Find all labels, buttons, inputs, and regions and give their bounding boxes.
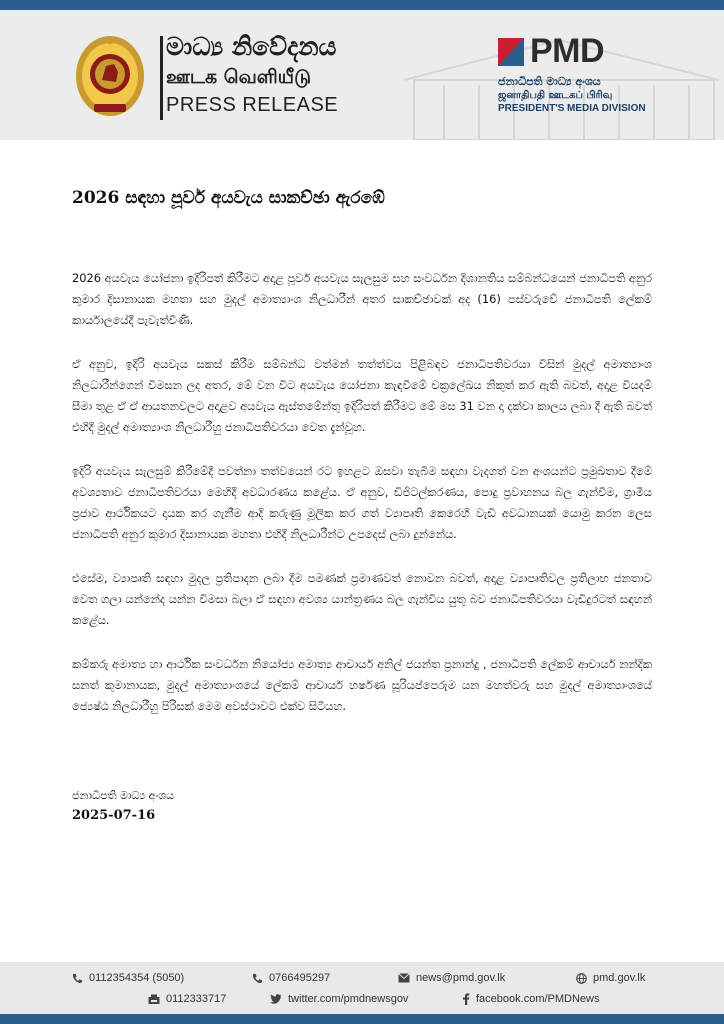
pmd-logo-text: PMD (530, 32, 605, 70)
globe-icon (576, 973, 587, 984)
header-divider (160, 36, 163, 120)
article-body (72, 268, 652, 740)
twitter-icon (270, 994, 282, 1004)
pmd-subtitle-sinhala: ජනාධිපති මාධ්‍ය අංශය (498, 75, 601, 88)
title-block (166, 32, 338, 118)
facebook-icon (462, 993, 470, 1005)
footer-phone-2-text: 0766495297 (269, 972, 331, 984)
contact-footer (0, 962, 724, 1014)
bottom-color-strip (0, 1014, 724, 1024)
sri-lanka-emblem-icon (72, 32, 148, 120)
title-tamil: ஊடக வெளியீடு (166, 66, 312, 88)
signoff (72, 786, 372, 826)
footer-website[interactable] (576, 972, 645, 984)
phone-icon (252, 973, 263, 984)
footer-email-text: news@pmd.gov.lk (416, 972, 506, 984)
footer-facebook-text: facebook.com/PMDNews (476, 993, 600, 1005)
footer-email[interactable] (398, 972, 505, 984)
footer-fax (148, 993, 226, 1005)
title-english: PRESS RELEASE (166, 94, 339, 116)
article-paragraph: 2026 අයවැය යෝජනා ඉදිරිපත් කිරීමට අදාළ පූර්ව අයවැය සැලසුම සහ සංවර්ධන දිශානතිය සම්බන්ධයෙන් ජනාධිපති අනුර කුමාර දිසානායක මහතා සහ මුදල් අමාත්‍යාංශ නිලධාරීන් අතර සාකච්ඡාවක් අද (16) පස්වරුවේ ජනාධිපති ලේකම් කාර්යාලයේදී පැවැත්විණි. (72, 271, 652, 327)
footer-twitter-text: twitter.com/pmdnewsgov (288, 993, 409, 1005)
article-heading: 2026 සඳහා පූර්ව අයවැය සාකච්ඡා ඇරඹේ (72, 188, 385, 208)
footer-phone-1[interactable] (72, 972, 184, 984)
signoff-department: ජනාධිපති මාධ්‍ය අංශය (72, 789, 175, 802)
pmd-logo-block (498, 32, 698, 114)
article-paragraph: ඒ අනුව, ඉදිරි අයවැය සකස් කිරීම සම්බන්ධ වත්මන් තත්ත්වය පිළිබඳව ජනාධිපතිවරයා විසින් මුදල් අමාත්‍යාංශ නිලධාරීන්ගෙන් විමසන ලද අතර, මේ වන විට අයවැය යෝජනා කැඳවීමේ චක්‍රලේඛය නිකුත් කර ඇති බවත්, අදාළ වියදම් සීමා තුළ ඒ ඒ ආයතනවලට අදාළව අයවැය ඇස්තමේන්තු ඉදිරිපත් කිරීමට මේ මස 31 වන දා දක්වා කාලය ලබා දී ඇති බවත් එහිදී මුදල් අමාත්‍යාංශ නිලධාරීහු ජනාධිපතිවරයා වෙත දැන්වූහ. (72, 357, 652, 434)
email-icon (398, 973, 410, 983)
footer-website-text: pmd.gov.lk (593, 972, 646, 984)
signoff-date: 2025-07-16 (72, 808, 156, 823)
article-paragraph: කම්කරු අමාත්‍ය හා ආර්ථික සංවර්ධන නියෝජ්‍ය අමාත්‍ය ආචාර්ය අනිල් ජයන්ත ප්‍රනාන්දු , ජනාධිපති ලේකම් ආචාර්ය නන්දික සනත් කුමානායක, මුදල් අමාත්‍යාංශයේ ලේකම් ආචාර්ය හර්ෂණ සූරියප්පෙරුම යන මහත්වරු සහ මුදල් අමාත්‍යාංශයේ ජ්‍යෙෂ්ඨ නිලධාරීහු පිරිසක් මෙම අවස්ථාවට එක්ව සිටියහ. (72, 657, 652, 713)
footer-fax-text: 0112333717 (166, 993, 227, 1005)
top-color-strip (0, 0, 724, 10)
footer-facebook[interactable] (462, 993, 600, 1005)
pmd-subtitle-tamil: ஜனாதிபதி ஊடகப் பிரிவு (498, 90, 613, 101)
footer-phone-1-text: 0112354354 (5050) (89, 972, 185, 984)
fax-icon (148, 994, 160, 1005)
pmd-logo-mark-icon (498, 38, 524, 66)
article-paragraph: ඉදිරි අයවැය සැලසුම් කිරීමේදී පවත්නා තත්වයෙන් රට ඉහළට ඔසවා තැබීම සඳහා වැදගත් වන අංශයන්ට ප්‍රමුඛතාව දීමේ අවශ්‍යතාව ජනාධිපතිවරයා මෙහිදී අවධාරණය කළේය. ඒ අනුව, ඩිජිටල්කරණය, පොදු ප්‍රවාහනය බල ගැන්වීම, ග්‍රාමීය ප්‍රජාව ආර්ථිකයට දායක කර ගැනීම ආදි කරුණු මූලික කර ගත් ව්‍යාපෘති කෙරෙහි වැඩි අවධානයක් යොමු කරන ලෙස ජනාධිපති අනුර කුමාර දිසානායක මහතා එහිදී නිලධාරීන්ට උපදෙස් ලබා දුන්නේය. (72, 464, 652, 541)
press-release-header (0, 10, 724, 140)
footer-phone-2[interactable] (252, 972, 330, 984)
article-paragraph: එසේම, ව්‍යාපෘති සඳහා මුදල ප්‍රතිපාදන ලබා දීම පමණක් ප්‍රමාණවත් නොවන බවත්, අදාළ ව්‍යාපෘතිවල ප්‍රතිලාභ ජනතාව වෙත ගලා යන්නේද යන්න විමසා බලා ඒ සඳහා අවශ්‍ය යාන්ත්‍රණය බල ගැන්විය යුතු බව ජනාධිපතිවරයා වැඩිදුරටත් සඳහන් කළේය. (72, 571, 652, 627)
pmd-subtitle-english: PRESIDENT'S MEDIA DIVISION (498, 103, 646, 114)
phone-icon (72, 973, 83, 984)
footer-twitter[interactable] (270, 993, 408, 1005)
title-sinhala: මාධ්‍ය නිවේදනය (166, 32, 337, 61)
